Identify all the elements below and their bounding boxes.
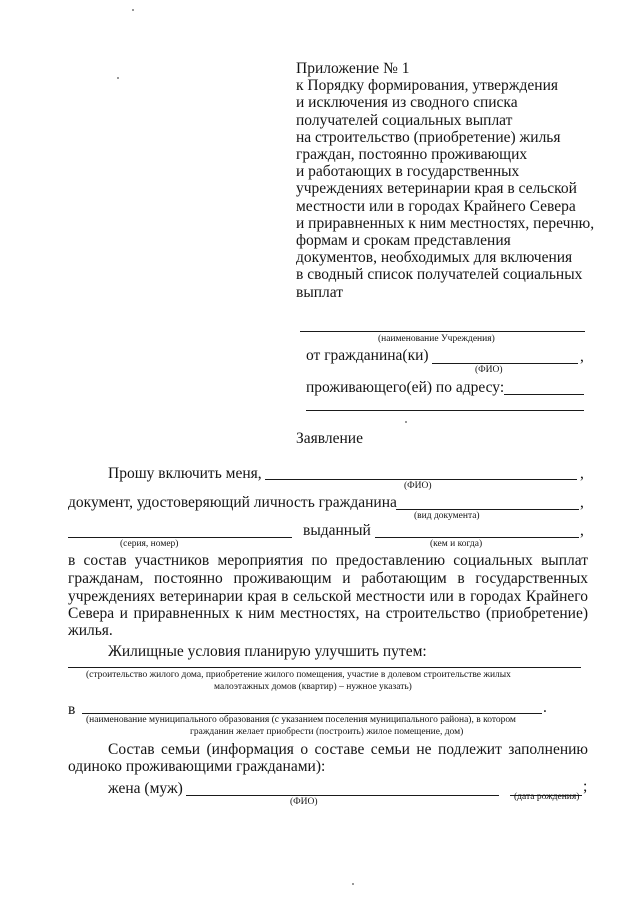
address-blank-1[interactable] <box>504 394 584 395</box>
doc-type-blank[interactable] <box>396 509 579 510</box>
appendix-header <box>296 60 594 301</box>
municipality-blank[interactable] <box>82 713 542 714</box>
appendix-line: граждан, постоянно проживающих <box>296 146 528 164</box>
scan-speck <box>132 9 134 11</box>
appendix-line: документов, необходимых для включения <box>296 249 573 267</box>
appendix-line: и исключения из сводного списка <box>296 94 518 112</box>
request-paragraph-line: Севера и приравненных к ним местностях, на строительство (приобретение) <box>68 605 588 622</box>
appendix-line: формам и срокам представления <box>296 232 511 250</box>
applicant-fio-blank[interactable] <box>265 479 577 480</box>
request-paragraph-line: гражданам, постоянно проживающим и работающим в государственных <box>68 570 588 587</box>
appendix-line: к Порядку формирования, утверждения <box>296 77 559 95</box>
series-blank[interactable] <box>68 537 292 538</box>
appendix-line: в сводный список получателей социальных <box>296 266 583 284</box>
appendix-line: Приложение № 1 <box>296 60 410 77</box>
from-comma: , <box>580 348 584 365</box>
request-intro: Прошу включить меня, <box>108 465 262 482</box>
appendix-line: получателей социальных выплат <box>296 111 513 129</box>
id-doc-label: документ, удостоверяющий личность гражданина <box>68 494 397 511</box>
scan-speck <box>352 883 354 885</box>
from-fio-caption: (ФИО) <box>475 365 503 375</box>
request-paragraph-line: жилья. <box>68 622 113 639</box>
municipality-period: . <box>543 699 547 716</box>
applicant-fio-caption: (ФИО) <box>404 481 432 491</box>
from-fio-blank[interactable] <box>432 363 578 364</box>
housing-method-caption: малоэтажных домов (квартир) – нужное указать) <box>214 682 412 692</box>
request-paragraph-line: учреждениях ветеринарии края в сельской местности или в городах Крайнего <box>68 588 588 605</box>
address-blank-2[interactable] <box>306 410 584 411</box>
issued-comma: , <box>580 522 584 539</box>
appendix-line: и приравненных к ним местностях, перечню, <box>296 214 595 232</box>
appendix-line: учреждениях ветеринарии края в сельской <box>296 180 577 198</box>
appendix-line: на строительство (приобретение) жилья <box>296 128 561 146</box>
spouse-fio-blank[interactable] <box>186 795 499 796</box>
series-caption: (серия, номер) <box>120 539 179 549</box>
in-label: в <box>68 701 76 718</box>
housing-method-blank[interactable] <box>68 667 581 668</box>
appendix-line: и работающих в государственных <box>296 163 520 181</box>
housing-label: Жилищные условия планирую улучшить путем: <box>108 643 427 660</box>
applicant-comma: , <box>580 465 584 482</box>
scan-speck <box>405 421 407 423</box>
issued-by-caption: (кем и когда) <box>430 539 483 549</box>
appendix-line: выплат <box>296 283 344 301</box>
from-label: от гражданина(ки) <box>306 347 429 364</box>
spouse-label: жена (муж) <box>108 780 183 797</box>
appendix-line: местности или в городах Крайнего Севера <box>296 197 576 215</box>
scan-speck <box>117 77 119 79</box>
request-paragraph-line: в состав участников мероприятия по предоставлению социальных выплат <box>68 552 588 569</box>
institution-caption: (наименование Учреждения) <box>378 334 495 344</box>
family-intro-line: одиноко проживающими гражданами): <box>68 758 326 775</box>
issued-label: выданный <box>303 522 371 539</box>
family-intro-line: Состав семьи (информация о составе семьи не подлежит заполнению <box>108 741 588 758</box>
spouse-semicolon: ; <box>583 778 588 795</box>
page-title: Заявление <box>296 430 363 447</box>
municipality-caption: (наименование муниципального образования (с указанием поселения муниципального района), в котором <box>86 715 516 725</box>
housing-method-caption: (строительство жилого дома, приобретение жилого помещения, участие в долевом строительстве жилых <box>86 670 511 680</box>
spouse-dob-caption: (дата рождения) <box>514 792 580 802</box>
doc-type-caption: (вид документа) <box>414 511 480 521</box>
residence-label: проживающего(ей) по адресу: <box>306 379 505 396</box>
municipality-caption: гражданин желает приобрести (построить) жилое помещение, дом) <box>190 727 464 737</box>
issued-by-blank[interactable] <box>375 537 579 538</box>
institution-blank[interactable] <box>300 331 585 332</box>
spouse-fio-caption: (ФИО) <box>290 797 318 807</box>
doc-comma: , <box>580 494 584 511</box>
